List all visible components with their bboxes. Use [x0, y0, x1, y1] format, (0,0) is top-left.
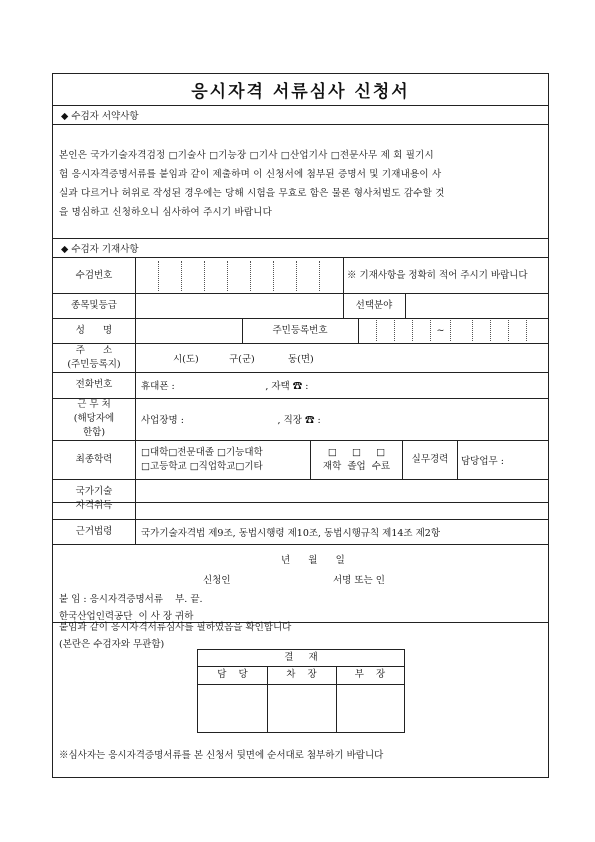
education-status[interactable] [311, 440, 402, 479]
legal-basis-label: 근거법령 [75, 525, 113, 537]
certificate-label-line1: 국가기술 [75, 486, 113, 497]
rrn-label: 주민등록번호 [272, 324, 328, 336]
declaration-line: 험 응시자격증명서류를 붙임과 같이 제출하며 이 신청서에 첨부된 증명서 및 기재내용이 사 [59, 169, 442, 180]
section-fill-label: ◆ 수검자 기재사항 [61, 244, 139, 255]
approval-sign-manager[interactable] [200, 686, 265, 730]
form-title: 응시자격 서류심사 신청서 [191, 82, 410, 102]
grade-field[interactable] [137, 295, 341, 316]
field-input[interactable] [407, 295, 547, 316]
confirm-note: (본란은 수검자와 무관함) [59, 639, 165, 650]
education-status-labels: 재학 졸업 수료 [322, 460, 391, 472]
confirm-line: 붙임과 같이 응시자격서류심사를 필하였음을 확인합니다 [59, 622, 292, 633]
legal-basis-text: 국가기술자격법 제9조, 동법시행령 제10조, 동법시행규칙 제14조 제2항 [141, 527, 441, 539]
certificate-label-line2: 자격취득 [75, 500, 113, 511]
exam-number-label: 수검번호 [75, 269, 113, 281]
notice-text: ※ 기재사항을 정확히 적어 주시기 바랍니다 [347, 270, 528, 281]
address-field[interactable]: 시(도) 구(군) 동(면) [173, 353, 314, 365]
application-form [52, 73, 549, 778]
declaration-paragraph [59, 146, 545, 222]
declaration-line: 실과 다르거나 허위로 작성된 경우에는 당해 시험을 무효로 함은 물론 형사처벌도 감수할 것 [59, 188, 445, 199]
certificate-label [53, 479, 135, 519]
education-status-boxes: □ □ □ [327, 446, 386, 458]
address-label-line1: 주 소 [75, 344, 113, 356]
approval-header: 결 재 [284, 652, 318, 663]
phone-label: 전화번호 [75, 379, 113, 390]
footnote: ※심사자는 응시자격증명서류를 본 신청서 뒷면에 순서대로 첨부하기 바랍니다 [59, 750, 384, 761]
rrn-separator: ~ [436, 324, 445, 336]
approval-sign-head[interactable] [338, 686, 402, 730]
approval-col-manager: 담 당 [217, 669, 248, 680]
workplace-label-line1: 근 무 처 [77, 399, 111, 410]
exam-number-field[interactable] [137, 260, 341, 291]
phone-field[interactable]: 휴대폰 : , 자택 ☎ : [141, 381, 309, 392]
date-line[interactable]: 년 월 일 [281, 555, 345, 566]
field-label: 선택분야 [355, 299, 393, 311]
recipient-line: 한국산업인력공단 이 사 장 귀하 [59, 611, 194, 622]
approval-sign-deputy[interactable] [269, 686, 334, 730]
approval-col-head: 부 장 [354, 669, 386, 680]
certificate-field[interactable] [137, 481, 547, 517]
declaration-line: 을 명심하고 신청하오니 심사하여 주시기 바랍니다 [59, 207, 273, 218]
address-label-line2: (주민등록지) [67, 358, 121, 370]
name-label: 성 명 [75, 324, 113, 336]
education-options[interactable] [137, 442, 309, 477]
approval-col-deputy: 차 장 [286, 669, 317, 680]
applicant-label: 신청인 [203, 575, 231, 586]
grade-label: 종목및등급 [71, 299, 117, 311]
career-label: 실무경력 [411, 453, 449, 465]
approval-box [197, 649, 405, 733]
education-options-line1: □대학□전문대졸 □기능대학 [141, 446, 263, 458]
signature-label[interactable]: 서명 또는 인 [333, 575, 385, 586]
education-options-line2: □고등학교 □직업학교□기타 [141, 460, 263, 472]
declaration-line: 본인은 국가기술자격검정 □기술사 □기능장 □기사 □산업기사 □전문사무 제 회 필기시 [59, 150, 434, 161]
workplace-field[interactable]: 사업장명 : , 직장 ☎ : [141, 415, 321, 426]
education-label: 최종학력 [75, 453, 113, 465]
address-label [53, 343, 135, 372]
workplace-label [53, 398, 135, 440]
section-declaration-label: ◆ 수검자 서약사항 [61, 110, 139, 122]
name-field[interactable] [137, 320, 240, 341]
workplace-label-line2: (해당자에 [73, 413, 115, 424]
section-fill-header [53, 238, 548, 258]
duty-field[interactable]: 담당업무 : [461, 455, 504, 467]
section-declaration-header [53, 105, 548, 125]
attachment-line: 붙 임 : 응시자격증명서류 부. 끝. [59, 594, 203, 605]
workplace-label-line3: 한함) [82, 427, 106, 438]
title-row [53, 74, 548, 106]
